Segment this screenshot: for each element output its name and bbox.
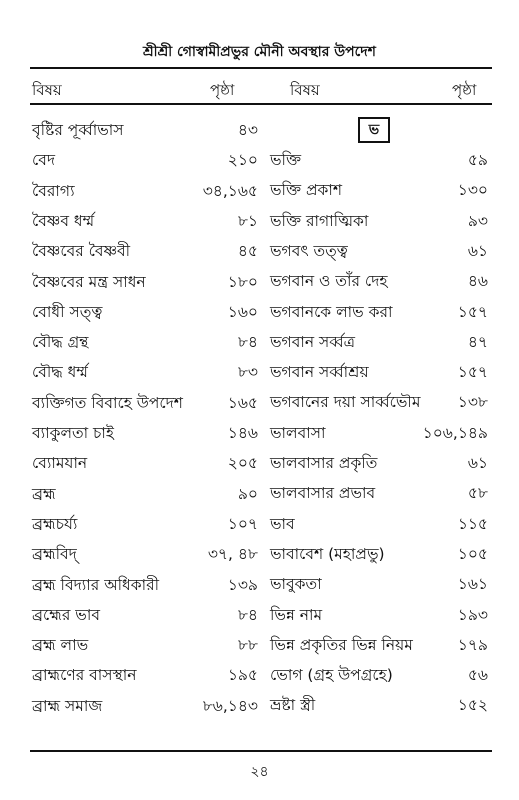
index-entry: [32, 694, 258, 724]
entry-page: ৮৪: [237, 333, 258, 352]
entry-label: ব্রহ্মচর্য্য: [32, 514, 78, 533]
entry-label: ভগবান সর্ব্বত্র: [270, 332, 356, 351]
index-entry: [32, 451, 258, 481]
entry-page: ৮৩: [237, 363, 258, 382]
entry-page: ১১৫: [457, 514, 488, 533]
entry-page: ১৬৫: [227, 393, 258, 412]
index-entry: [270, 572, 488, 602]
entry-page: ১০৬,১৪৯: [422, 423, 488, 442]
index-entry: [270, 300, 488, 330]
index-entry: [270, 663, 488, 693]
entry-page: ১৬১: [457, 575, 488, 594]
index-entry: [270, 148, 488, 178]
entry-label: ভগবৎ তত্ত্ব: [270, 241, 348, 260]
entry-label: ব্রাহ্মণের বাসস্থান: [32, 666, 137, 685]
index-entry: [32, 663, 258, 693]
index-entry: [270, 178, 488, 208]
index-entry: [270, 421, 488, 451]
right-col-page-heading: পৃষ্ঠা: [452, 81, 477, 99]
right-col-subject-heading: বিষয়: [290, 81, 320, 99]
index-entry: [32, 512, 258, 542]
index-entry: [32, 179, 258, 209]
entry-label: বৃষ্টির পূর্ব্বাভাস: [32, 121, 124, 139]
index-entry: [270, 693, 488, 723]
entry-label: ভাব: [270, 514, 295, 533]
index-entry: [270, 603, 488, 633]
entry-label: ব্রহ্ম: [32, 484, 56, 503]
entry-page: ৬১: [467, 454, 488, 472]
index-entry: [270, 330, 488, 360]
entry-page: ১০৭: [227, 514, 258, 533]
entry-label: ভ্রষ্টা স্ত্রী: [270, 696, 316, 715]
entry-label: ভক্তি প্রকাশ: [270, 181, 343, 200]
index-entry: [32, 603, 258, 633]
entry-page: ৯৩: [467, 211, 488, 230]
entry-page: ১৮০: [227, 272, 258, 291]
index-entry: [270, 633, 488, 663]
entry-label: ব্রাহ্ম সমাজ: [32, 696, 103, 715]
left-col-page-heading: পৃষ্ঠা: [210, 81, 235, 99]
entry-page: ১৯৩: [457, 605, 488, 624]
entry-page: ৯০: [237, 484, 258, 503]
index-entry: [32, 239, 258, 269]
entry-page: ১৩৯: [227, 575, 258, 594]
entry-page: ৮৪: [237, 605, 258, 624]
entry-page: ১৫২: [457, 696, 488, 715]
entry-label: ভগবানের দয়া সার্ব্বভৌম: [270, 393, 421, 412]
index-entry: [32, 482, 258, 512]
entry-page: ১৩৮: [457, 393, 488, 412]
index-entry: [32, 633, 258, 663]
entry-label: ভাবুকতা: [270, 575, 322, 594]
index-entry: [270, 360, 488, 390]
entry-label: বৌদ্ধ ধর্ম্ম: [32, 363, 88, 382]
entry-label: ব্রহ্মবিদ্: [32, 545, 77, 564]
entry-label: বৈষ্ণবের মন্ত্র সাধন: [32, 272, 146, 291]
index-entry: [270, 209, 488, 239]
page-number: ২৪: [250, 764, 269, 780]
entry-label: ভগবান সর্ব্বাশ্রয়: [270, 363, 369, 382]
entry-label: ভিন্ন প্রকৃতির ভিন্ন নিয়ম: [270, 635, 413, 654]
index-entry: [32, 360, 258, 390]
entry-page: ২১০: [227, 151, 258, 170]
index-entry: [270, 390, 488, 420]
entry-page: ৪৬: [467, 272, 488, 291]
index-entry: [32, 542, 258, 572]
entry-page: ২০৫: [227, 454, 258, 473]
index-entry: [32, 573, 258, 603]
index-entry: [270, 451, 488, 481]
entry-label: ভিন্ন নাম: [270, 605, 323, 624]
entry-label: ভক্তি: [270, 151, 302, 169]
index-entry: [270, 512, 488, 542]
entry-label: ভালবাসা: [270, 423, 326, 442]
entry-label: ব্যোমযান: [32, 454, 88, 473]
entry-page: ৪৫: [237, 242, 258, 261]
entry-page: ১৩০: [457, 181, 488, 200]
entry-label: ভালবাসার প্রভাব: [270, 484, 376, 503]
entry-label: ভোগ (গ্রহ উপগ্রহে): [270, 666, 393, 685]
index-entry: [270, 481, 488, 511]
index-entry: [270, 269, 488, 299]
entry-label: ব্যক্তিগত বিবাহে উপদেশ: [32, 393, 183, 412]
entry-label: বেদ: [32, 151, 56, 170]
index-entry: [32, 421, 258, 451]
entry-label: বৌদ্ধ গ্রন্থ: [32, 333, 89, 352]
entry-label: ভালবাসার প্রকৃতি: [270, 454, 378, 472]
index-entry: [32, 209, 258, 239]
index-entry: [32, 270, 258, 300]
entry-label: বোধী সত্ত্ব: [32, 302, 103, 321]
index-entry: [32, 148, 258, 178]
entry-page: ১৯৫: [227, 666, 258, 685]
entry-page: ১৫৭: [457, 363, 488, 382]
entry-page: ১৫৭: [457, 302, 488, 321]
entry-page: ১৬০: [227, 302, 258, 321]
bottom-rule: [30, 750, 492, 752]
entry-page: ৫৮: [467, 484, 488, 503]
top-rule: [30, 67, 492, 69]
entry-label: বৈষ্ণব ধর্ম্ম: [32, 211, 95, 230]
entry-page: ৮১: [237, 211, 258, 230]
entry-page: ৪৭: [467, 332, 488, 351]
entry-label: ব্রহ্ম লাভ: [32, 636, 89, 655]
index-entry: [32, 300, 258, 330]
entry-page: ৮৬,১৪৩: [202, 696, 258, 715]
entry-label: ব্রহ্ম বিদ্যার অধিকারী: [32, 575, 160, 594]
entry-label: ভাবাবেশ (মহাপ্রভু): [270, 544, 385, 563]
running-header: শ্রীশ্রী গোস্বামীপ্রভুর মৌনী অবস্থার উপদেশ: [143, 44, 376, 60]
heading-rule: [30, 103, 492, 105]
index-entry: [32, 391, 258, 421]
entry-page: ৩৭, ৪৮: [207, 545, 258, 564]
index-entry: [270, 239, 488, 269]
entry-label: ভগবান ও তাঁর দেহ: [270, 272, 388, 291]
index-entry: [270, 542, 488, 572]
entry-label: বৈরাগ্য: [32, 181, 75, 200]
entry-label: ব্রহ্মের ভাব: [32, 605, 100, 624]
left-col-subject-heading: বিষয়: [32, 81, 62, 99]
entry-page: ৮৮: [237, 636, 258, 655]
index-entry: [32, 118, 258, 148]
entry-label: ভক্তি রাগাত্মিকা: [270, 211, 369, 230]
entry-page: ৫৬: [467, 666, 488, 685]
entry-label: ভগবানকে লাভ করা: [270, 302, 393, 321]
section-letter-box: ভ: [358, 117, 390, 143]
entry-page: ১৪৬: [227, 424, 258, 442]
entry-page: ১০৫: [457, 544, 488, 563]
entry-page: ৩৪,১৬৫: [202, 181, 258, 200]
entry-label: বৈষ্ণবের বৈষ্ণবী: [32, 242, 131, 261]
entry-page: ৪৩: [237, 121, 258, 139]
entry-page: ৫৯: [467, 151, 488, 169]
entry-label: ব্যাকুলতা চাই: [32, 424, 114, 442]
entry-page: ৬১: [467, 241, 488, 260]
index-entry: [32, 330, 258, 360]
entry-page: ১৭৯: [457, 635, 488, 654]
